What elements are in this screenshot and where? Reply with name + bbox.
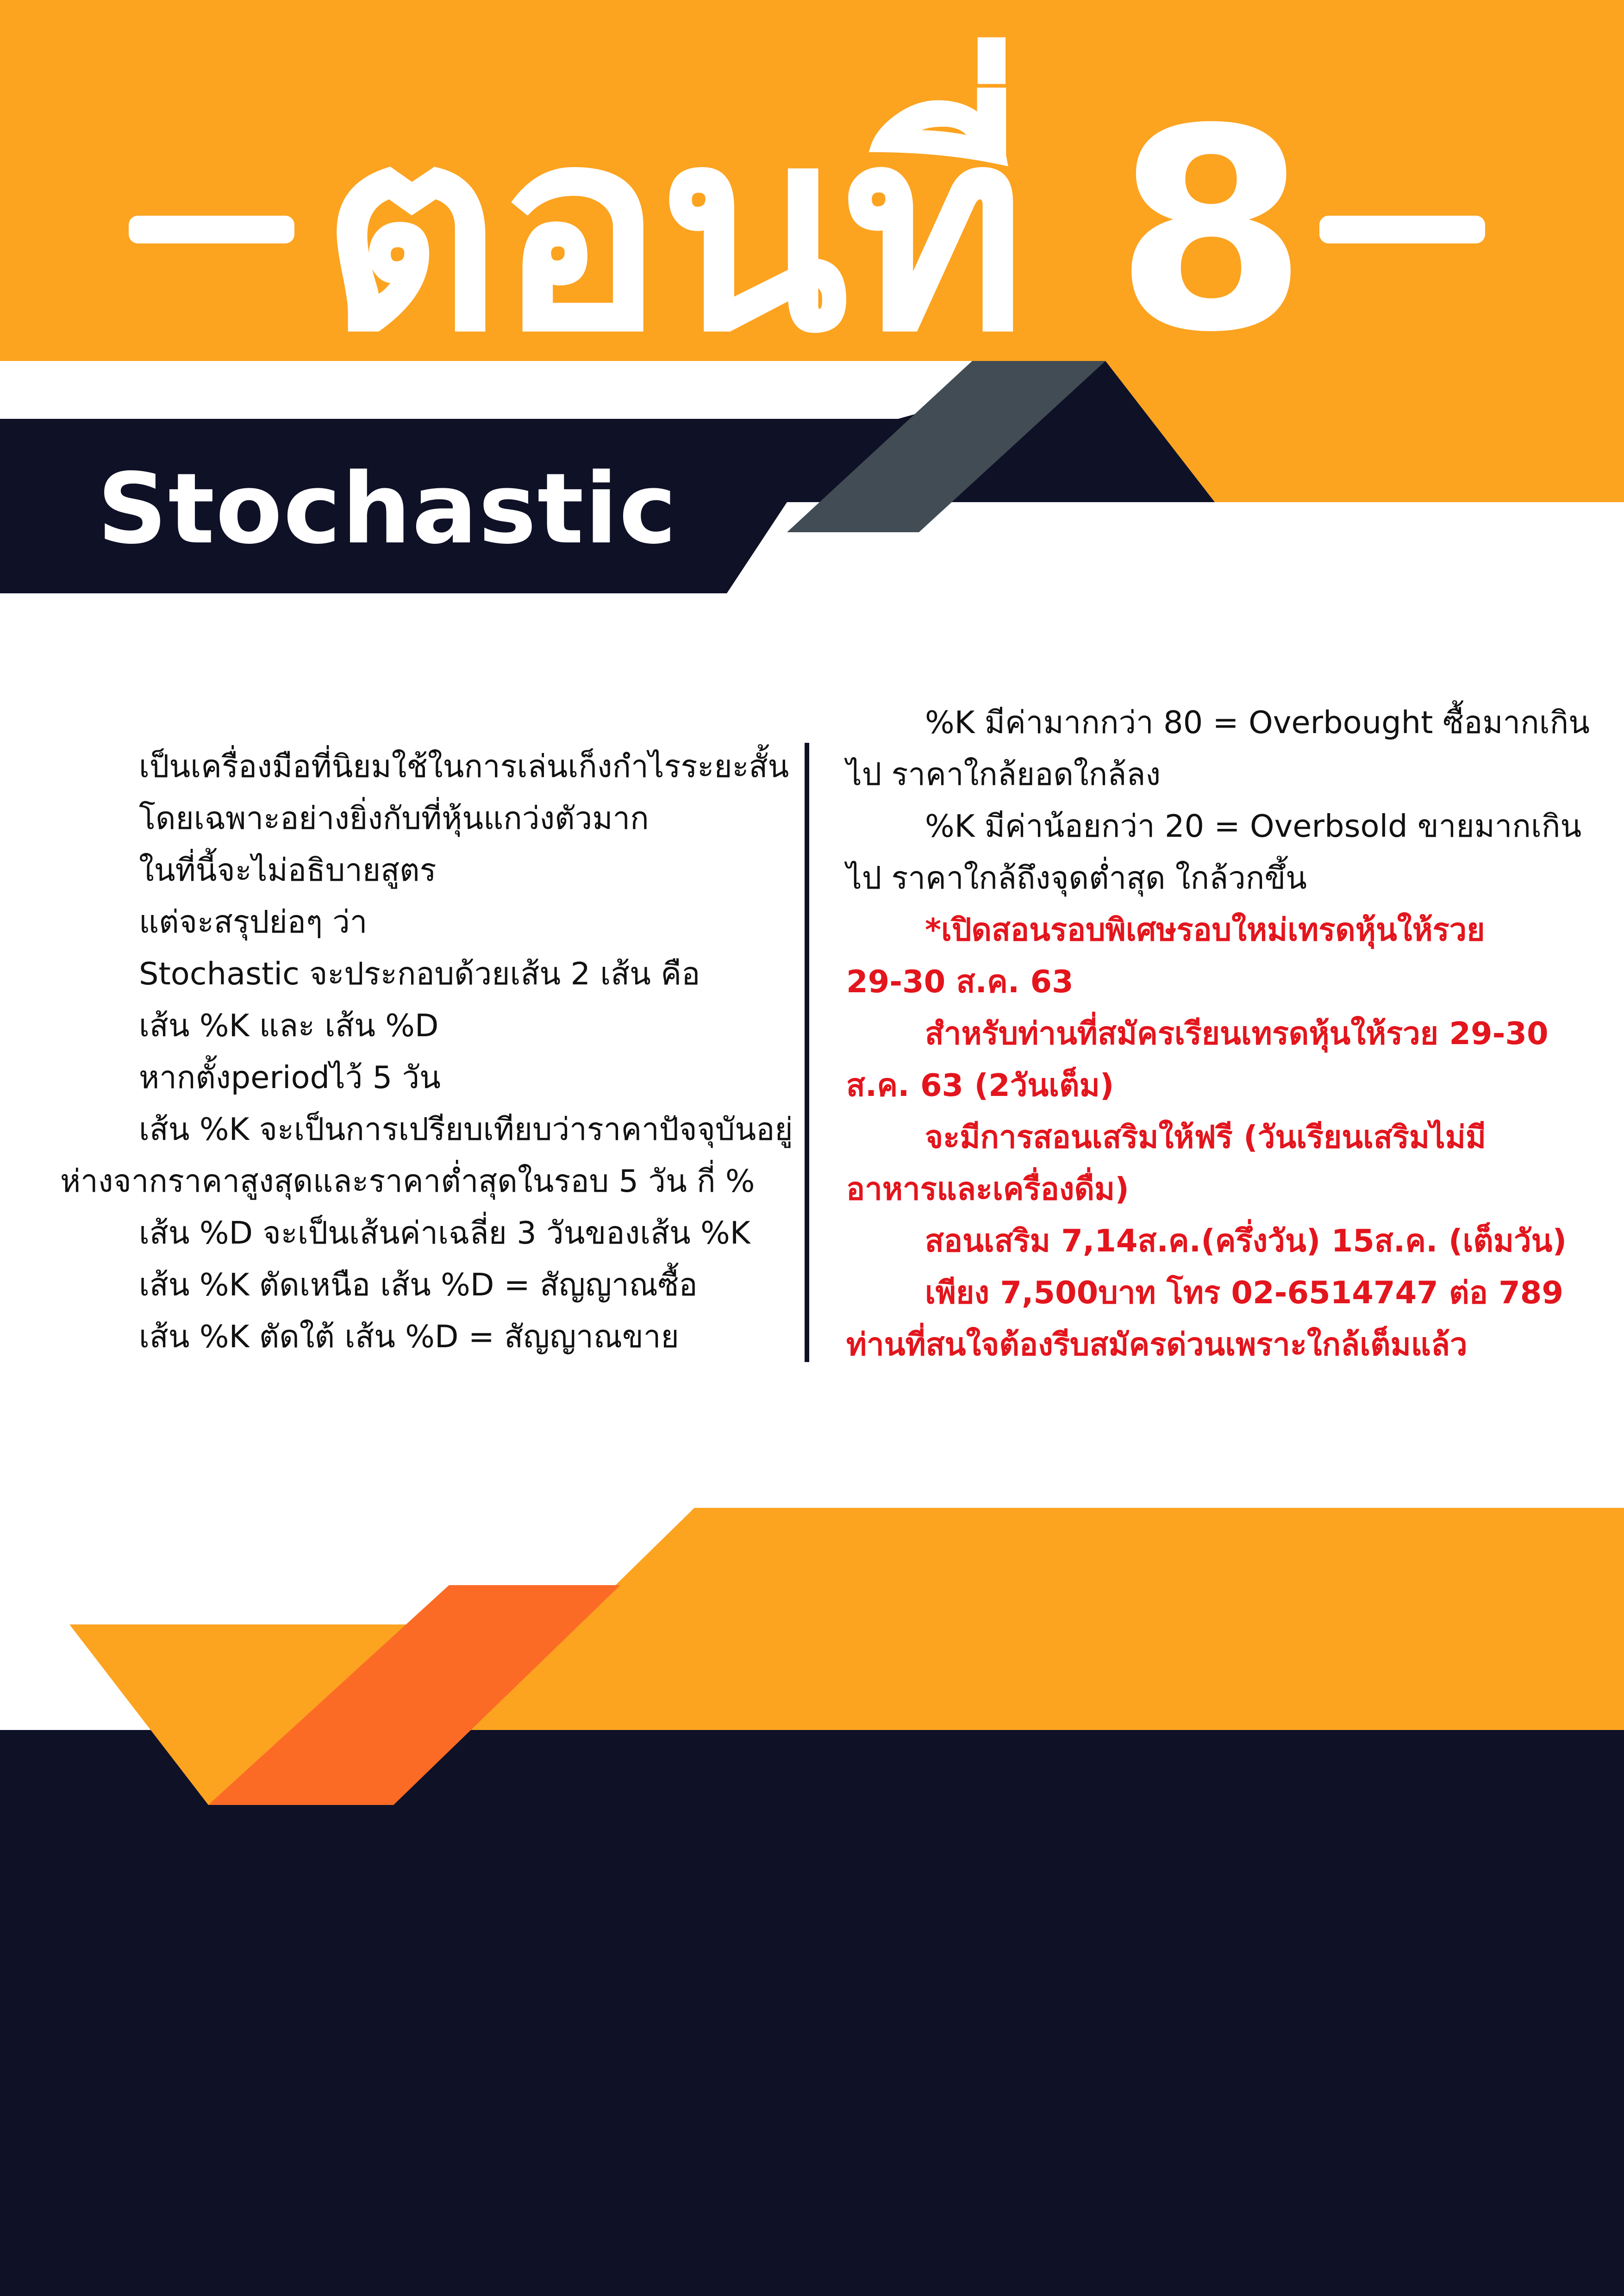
promo-line: สอนเสริม 7,14ส.ค.(ครึ่งวัน) 15ส.ค. (เต็มวัน) <box>925 1223 1567 1259</box>
text-line: เส้น %D จะเป็นเส้นค่าเฉลี่ย 3 วันของเส้น %K <box>139 1215 750 1251</box>
text-line: แต่จะสรุปย่อๆ ว่า <box>139 904 368 940</box>
promo-line: จะมีการสอนเสริมให้ฟรี (วันเรียนเสริมไม่มี <box>925 1119 1487 1155</box>
left-column-text <box>60 740 793 1363</box>
text-line: เส้น %K จะเป็นการเปรียบเทียบว่าราคาปัจจุบันอยู่ <box>139 1111 793 1147</box>
topic-title: Stochastic <box>97 452 678 566</box>
promo-line: อาหารและเครื่องดื่ม) <box>846 1171 1129 1207</box>
text-line: ไป ราคาใกล้ยอดใกล้ลง <box>846 756 1161 792</box>
right-column-text <box>846 697 1590 1370</box>
promo-line: สำหรับท่านที่สมัครเรียนเทรดหุ้นให้รวย 29-30 <box>925 1015 1549 1052</box>
column-divider <box>805 743 809 1362</box>
bottom-orange-band <box>468 1508 1624 1730</box>
text-line: ห่างจากราคาสูงสุดและราคาต่ำสุดในรอบ 5 วัน กี่ % <box>60 1163 755 1199</box>
text-line: ในที่นี้จะไม่อธิบายสูตร <box>139 852 437 888</box>
bottom-navy-base <box>0 1730 1624 2296</box>
text-line: ไป ราคาใกล้ถึงจุดต่ำสุด ใกล้วกขึ้น <box>846 860 1307 896</box>
episode-title: ตอนที่ 8 <box>320 69 1304 393</box>
promo-line: ท่านที่สนใจต้องรีบสมัครด่วนเพราะใกล้เต็มแล้ว <box>846 1326 1468 1363</box>
text-line: Stochastic จะประกอบด้วยเส้น 2 เส้น คือ <box>139 956 700 992</box>
promo-phone-line: เพียง 7,500บาท โทร 02-6514747 ต่อ 789 <box>925 1275 1564 1311</box>
text-line: %K มีค่าน้อยกว่า 20 = Overbsold ขายมากเกิน <box>925 808 1582 844</box>
text-line: หากตั้งperiodไว้ 5 วัน <box>139 1059 441 1095</box>
promo-line: *เปิดสอนรอบพิเศษรอบใหม่เทรดหุ้นให้รวย <box>925 912 1485 948</box>
text-line: เส้น %K ตัดเหนือ เส้น %D = สัญญาณซื้อ <box>139 1267 698 1303</box>
text-line: เส้น %K และ เส้น %D <box>139 1008 439 1044</box>
text-line: เป็นเครื่องมือที่นิยมใช้ในการเล่นเก็งกำไรระยะสั้น <box>139 748 789 784</box>
text-line: โดยเฉพาะอย่างยิ่งกับที่หุ้นแกว่งตัวมาก <box>139 800 649 836</box>
text-line: เส้น %K ตัดใต้ เส้น %D = สัญญาณขาย <box>139 1319 679 1355</box>
text-line: %K มีค่ามากกว่า 80 = Overbought ซื้อมากเกิน <box>925 704 1590 740</box>
promo-line: 29-30 ส.ค. 63 <box>846 964 1074 1000</box>
promo-line: ส.ค. 63 (2วันเต็ม) <box>846 1067 1114 1103</box>
